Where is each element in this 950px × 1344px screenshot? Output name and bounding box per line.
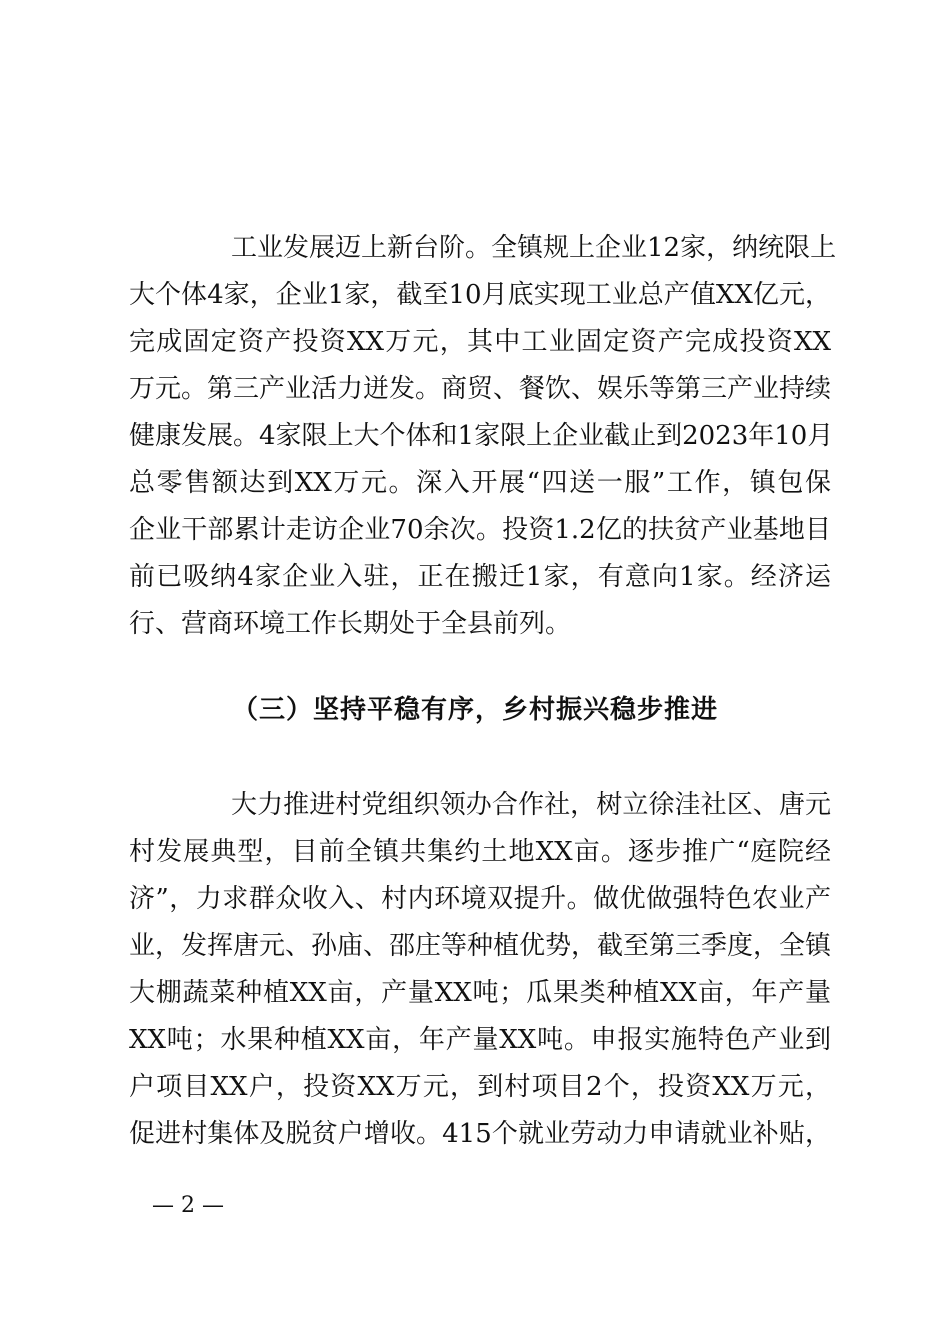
page-number: — 2 — — [152, 1193, 224, 1218]
paragraph-line: 行、营商环境工作长期处于全县前列。 — [129, 609, 572, 639]
paragraph-line: 前已吸纳4家企业入驻，正在搬迁1家，有意向1家。经济运 — [129, 562, 831, 592]
paragraph-line: 企业干部累计走访企业70余次。投资1.2亿的扶贫产业基地目 — [129, 515, 831, 545]
paragraph-line: 济”，力求群众收入、村内环境双提升。做优做强特色农业产 — [129, 884, 831, 914]
paragraph-line: 万元。第三产业活力迸发。商贸、餐饮、娱乐等第三产业持续 — [129, 374, 832, 404]
paragraph-line: 完成固定资产投资XX万元，其中工业固定资产完成投资XX — [129, 327, 831, 357]
section-heading: （三）坚持平稳有序，乡村振兴稳步推进 — [231, 695, 718, 725]
paragraph-line: 大个体4家，企业1家，截至10月底实现工业总产值XX亿元， — [129, 280, 831, 310]
paragraph-line: 大棚蔬菜种植XX亩，产量XX吨；瓜果类种植XX亩，年产量 — [129, 978, 831, 1008]
paragraph-line: 村发展典型，目前全镇共集约土地XX亩。逐步推广“庭院经 — [129, 837, 831, 867]
paragraph-line: XX吨；水果种植XX亩，年产量XX吨。申报实施特色产业到 — [129, 1025, 831, 1055]
paragraph-line: 总零售额达到XX万元。深入开展“四送一服”工作，镇包保 — [129, 468, 831, 498]
paragraph-line: 户项目XX户，投资XX万元，到村项目2个，投资XX万元， — [129, 1072, 831, 1102]
paragraph-line: 业，发挥唐元、孙庙、邵庄等种植优势，截至第三季度，全镇 — [129, 931, 832, 961]
paragraph-line: 大力推进村党组织领办合作社，树立徐洼社区、唐元 — [231, 790, 831, 820]
paragraph-line: 健康发展。4家限上大个体和1家限上企业截止到2023年10月 — [129, 421, 834, 451]
paragraph-line: 工业发展迈上新台阶。全镇规上企业12家，纳统限上 — [231, 233, 837, 263]
paragraph-line: 促进村集体及脱贫户增收。415个就业劳动力申请就业补贴， — [129, 1119, 831, 1149]
